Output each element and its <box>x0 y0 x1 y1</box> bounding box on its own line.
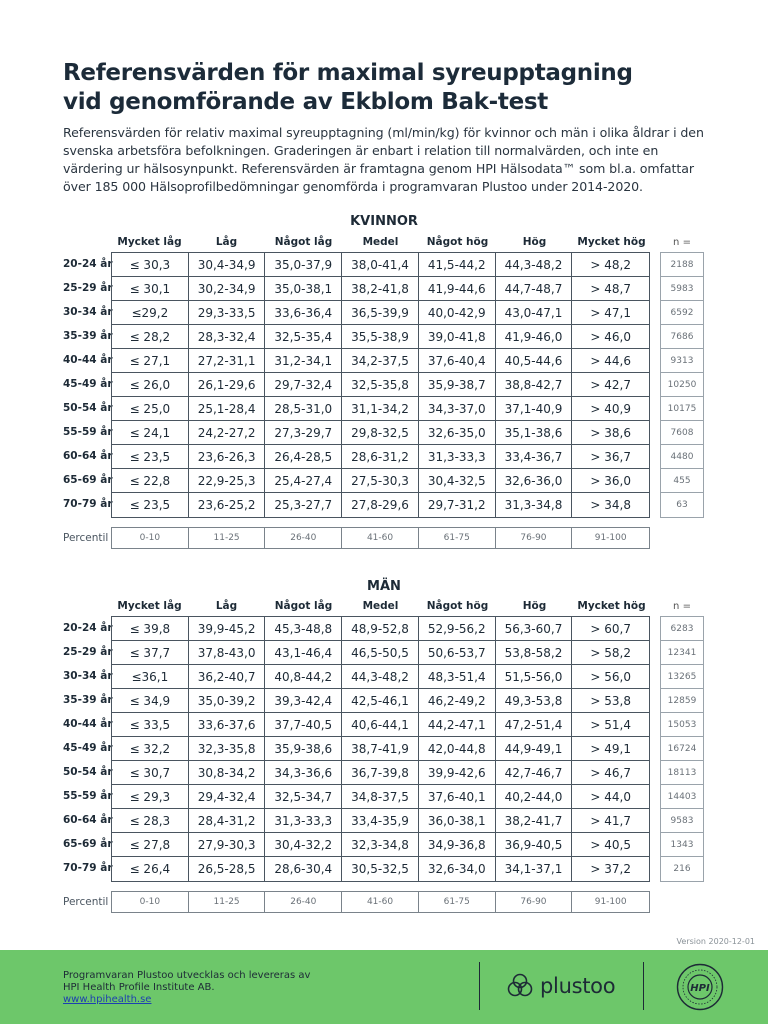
col-header-medel: Medel <box>362 236 399 248</box>
percentile-cell: 26-40 <box>265 892 342 912</box>
col-header-lag: Låg <box>215 236 238 248</box>
table-cell-mycket-h-g: > 41,7 <box>590 813 631 828</box>
percentile-cell: 91-100 <box>594 533 627 543</box>
n-count-cell: 455 <box>661 469 703 493</box>
age-label: 60-64 år <box>63 450 113 462</box>
table-cell-n-got-h-g: 34,3-37,0 <box>419 397 496 420</box>
table-cell-l-g: 30,2-34,9 <box>189 277 266 300</box>
percentile-cell: 76-90 <box>496 528 573 548</box>
table-cell-l-g: 24,2-27,2 <box>189 421 266 444</box>
table-cell-mycket-l-g: ≤ 26,4 <box>112 857 189 881</box>
table-cell-h-g: 35,1-38,6 <box>496 421 573 444</box>
table-cell-n-got-l-g: 37,7-40,5 <box>265 713 342 736</box>
table-row <box>112 617 649 641</box>
section-title-man: MÄN <box>367 579 401 594</box>
table-cell-n-got-l-g: 40,8-44,2 <box>265 665 342 688</box>
table-cell-n-got-l-g: 27,3-29,7 <box>265 421 342 444</box>
age-label: 35-39 år <box>63 330 113 342</box>
table-cell-mycket-l-g: ≤ 27,1 <box>112 349 189 372</box>
age-label: 20-24 år <box>63 258 113 270</box>
table-cell-n-got-l-g: 31,3-33,3 <box>265 809 342 832</box>
n-header: n = <box>673 601 691 612</box>
table-cell-l-g: 33,6-37,6 <box>189 713 266 736</box>
percentile-cell: 0-10 <box>112 892 189 912</box>
table-cell-mycket-h-g: > 37,2 <box>590 862 631 876</box>
table-cell-l-g: 29,4-32,4 <box>189 785 266 808</box>
table-row <box>112 857 649 881</box>
table-cell-mycket-h-g: > 46,0 <box>590 329 631 344</box>
percentile-cell: 91-100 <box>594 897 627 907</box>
table-cell-n-got-h-g: 37,6-40,4 <box>419 349 496 372</box>
page-title-line-1: Referensvärden för maximal syreupptagning <box>63 60 633 86</box>
table-cell-n-got-h-g: 32,6-34,0 <box>419 857 496 881</box>
table-row <box>112 833 649 857</box>
table-cell-h-g: 31,3-34,8 <box>496 493 573 517</box>
table-cell-l-g: 27,2-31,1 <box>189 349 266 372</box>
col-header-mycket-hog: Mycket hög <box>577 600 646 612</box>
footer-divider <box>479 962 480 1010</box>
age-label: 70-79 år <box>63 862 113 874</box>
table-row <box>112 641 649 665</box>
table-cell-medel: 34,2-37,5 <box>342 349 419 372</box>
percentile-cell: 61-75 <box>419 528 496 548</box>
table-cell-mycket-l-g: ≤ 28,3 <box>112 809 189 832</box>
table-cell-l-g: 37,8-43,0 <box>189 641 266 664</box>
table-cell-mycket-l-g: ≤29,2 <box>112 301 189 324</box>
age-label: 45-49 år <box>63 742 113 754</box>
table-cell-h-g: 40,5-44,6 <box>496 349 573 372</box>
table-cell-mycket-l-g: ≤ 30,7 <box>112 761 189 784</box>
plustoo-logo-icon <box>506 972 534 1000</box>
footer-line-1: Programvaran Plustoo utvecklas och levereras av <box>63 970 311 981</box>
table-cell-medel: 38,7-41,9 <box>342 737 419 760</box>
table-cell-n-got-h-g: 46,2-49,2 <box>419 689 496 712</box>
col-header-nagot-lag: Något låg <box>274 600 333 612</box>
page-title-line-2: vid genomförande av Ekblom Bak-test <box>63 89 548 115</box>
table-cell-medel: 27,8-29,6 <box>342 493 419 517</box>
n-count-cell: 6592 <box>661 301 703 325</box>
table-cell-mycket-h-g: > 46,7 <box>590 765 631 780</box>
percentile-row <box>111 891 650 913</box>
table-cell-n-got-l-g: 32,5-35,4 <box>265 325 342 348</box>
table-cell-l-g: 26,5-28,5 <box>189 857 266 881</box>
table-cell-l-g: 28,3-32,4 <box>189 325 266 348</box>
col-header-lag: Låg <box>215 600 238 612</box>
table-row <box>112 737 649 761</box>
n-count-cell: 1343 <box>661 833 703 857</box>
table-row <box>112 349 649 373</box>
percentile-cell: 11-25 <box>189 892 266 912</box>
age-label: 60-64 år <box>63 814 113 826</box>
n-count-cell: 13265 <box>661 665 703 689</box>
table-cell-n-got-l-g: 32,5-34,7 <box>265 785 342 808</box>
table-cell-h-g: 40,2-44,0 <box>496 785 573 808</box>
page-title <box>63 59 723 117</box>
n-count-cell: 216 <box>673 864 691 874</box>
table-cell-mycket-l-g: ≤36,1 <box>112 665 189 688</box>
table-cell-n-got-h-g: 52,9-56,2 <box>419 617 496 640</box>
percentile-cell: 76-90 <box>496 892 573 912</box>
table-cell-mycket-h-g: > 53,8 <box>590 693 631 708</box>
table-cell-h-g: 53,8-58,2 <box>496 641 573 664</box>
table-cell-mycket-h-g: > 40,9 <box>590 401 631 416</box>
table-cell-l-g: 29,3-33,5 <box>189 301 266 324</box>
table-cell-h-g: 32,6-36,0 <box>496 469 573 492</box>
age-label: 50-54 år <box>63 766 113 778</box>
table-row <box>112 445 649 469</box>
table-cell-mycket-l-g: ≤ 28,2 <box>112 325 189 348</box>
n-count-cell: 16724 <box>661 737 703 761</box>
table-cell-medel: 36,5-39,9 <box>342 301 419 324</box>
table-cell-medel: 38,0-41,4 <box>342 253 419 276</box>
age-label: 45-49 år <box>63 378 113 390</box>
table-cell-mycket-l-g: ≤ 22,8 <box>112 469 189 492</box>
footer-text <box>63 970 310 1006</box>
footer <box>0 950 768 1024</box>
table-cell-mycket-l-g: ≤ 29,3 <box>112 785 189 808</box>
percentile-cell: 0-10 <box>112 528 189 548</box>
table-cell-mycket-h-g: > 48,2 <box>590 257 631 272</box>
table-cell-mycket-l-g: ≤ 23,5 <box>112 493 189 517</box>
table-cell-n-got-h-g: 35,9-38,7 <box>419 373 496 396</box>
table-cell-n-got-l-g: 29,7-32,4 <box>265 373 342 396</box>
seal-text: HPI <box>690 983 710 994</box>
n-count-cell: 63 <box>676 500 688 510</box>
table-cell-mycket-h-g: > 44,0 <box>590 789 631 804</box>
table-cell-h-g: 43,0-47,1 <box>496 301 573 324</box>
table-cell-n-got-h-g: 41,9-44,6 <box>419 277 496 300</box>
table-cell-mycket-h-g: > 58,2 <box>590 645 631 660</box>
age-label: 40-44 år <box>63 354 113 366</box>
table-cell-medel: 32,3-34,8 <box>342 833 419 856</box>
n-count-cell: 14403 <box>661 785 703 809</box>
age-label: 30-34 år <box>63 306 113 318</box>
col-header-nagot-lag: Något låg <box>274 236 333 248</box>
table-cell-n-got-h-g: 30,4-32,5 <box>419 469 496 492</box>
plustoo-logo <box>506 972 615 1000</box>
n-count-cell: 12859 <box>661 689 703 713</box>
percentile-label: Percentil <box>63 896 109 908</box>
table-cell-h-g: 42,7-46,7 <box>496 761 573 784</box>
col-header-mycket-hog: Mycket hög <box>577 236 646 248</box>
table-cell-mycket-l-g: ≤ 30,1 <box>112 277 189 300</box>
table-cell-medel: 36,7-39,8 <box>342 761 419 784</box>
table-cell-n-got-l-g: 28,6-30,4 <box>265 857 342 881</box>
table-row <box>112 493 649 517</box>
n-count-cell: 9583 <box>661 809 703 833</box>
table-cell-medel: 30,5-32,5 <box>342 857 419 881</box>
table-cell-n-got-h-g: 50,6-53,7 <box>419 641 496 664</box>
table-cell-medel: 32,5-35,8 <box>342 373 419 396</box>
table-cell-h-g: 38,8-42,7 <box>496 373 573 396</box>
table-cell-mycket-h-g: > 36,0 <box>590 473 631 488</box>
table-cell-mycket-l-g: ≤ 33,5 <box>112 713 189 736</box>
table-cell-mycket-l-g: ≤ 30,3 <box>112 253 189 276</box>
percentile-cell: 41-60 <box>342 528 419 548</box>
table-cell-mycket-h-g: > 48,7 <box>590 281 631 296</box>
table-cell-n-got-l-g: 43,1-46,4 <box>265 641 342 664</box>
table-cell-l-g: 30,8-34,2 <box>189 761 266 784</box>
n-count-cell: 15053 <box>661 713 703 737</box>
table-cell-n-got-h-g: 40,0-42,9 <box>419 301 496 324</box>
table-cell-l-g: 32,3-35,8 <box>189 737 266 760</box>
n-count-column <box>660 616 704 882</box>
table-cell-h-g: 34,1-37,1 <box>496 857 573 881</box>
brand-name: plustoo <box>540 974 616 998</box>
table-cell-mycket-l-g: ≤ 34,9 <box>112 689 189 712</box>
n-count-cell: 6283 <box>661 617 703 641</box>
intro-paragraph: Referensvärden för relativ maximal syreupptagning (ml/min/kg) för kvinnor och män i olika åldrar i den svenska arbetsföra befolkningen. Graderingen är enbart i relation till normalvärden, och inte en värdering ur hälsosynpunkt. Referensvärden är framtagna genom HPI Hälsodata™ som bl.a. omfattar över 185 000 Hälsoprofilbedömningar genomförda i programvaran Plustoo under 2014-2020. <box>63 125 704 194</box>
age-label: 35-39 år <box>63 694 113 706</box>
table-row <box>112 325 649 349</box>
table-cell-medel: 35,5-38,9 <box>342 325 419 348</box>
percentile-cell: 11-25 <box>189 528 266 548</box>
table-cell-l-g: 22,9-25,3 <box>189 469 266 492</box>
table-cell-mycket-h-g: > 60,7 <box>590 621 631 636</box>
n-count-cell: 12341 <box>661 641 703 665</box>
n-header: n = <box>673 237 691 248</box>
age-label: 65-69 år <box>63 838 113 850</box>
table-cell-l-g: 26,1-29,6 <box>189 373 266 396</box>
table-cell-n-got-l-g: 25,3-27,7 <box>265 493 342 517</box>
table-cell-medel: 33,4-35,9 <box>342 809 419 832</box>
table-cell-n-got-h-g: 37,6-40,1 <box>419 785 496 808</box>
table-row <box>112 785 649 809</box>
reference-table-kvinnor <box>111 252 650 518</box>
reference-table-man <box>111 616 650 882</box>
table-cell-n-got-h-g: 31,3-33,3 <box>419 445 496 468</box>
footer-line-2: HPI Health Profile Institute AB. <box>63 982 215 993</box>
table-cell-n-got-l-g: 31,2-34,1 <box>265 349 342 372</box>
table-cell-l-g: 23,6-25,2 <box>189 493 266 517</box>
table-cell-l-g: 25,1-28,4 <box>189 397 266 420</box>
percentile-cell: 61-75 <box>419 892 496 912</box>
table-cell-n-got-l-g: 33,6-36,4 <box>265 301 342 324</box>
table-cell-medel: 29,8-32,5 <box>342 421 419 444</box>
table-cell-medel: 38,2-41,8 <box>342 277 419 300</box>
percentile-cell: 26-40 <box>265 528 342 548</box>
table-cell-medel: 27,5-30,3 <box>342 469 419 492</box>
table-row <box>112 253 649 277</box>
table-cell-n-got-h-g: 34,9-36,8 <box>419 833 496 856</box>
footer-divider <box>643 962 644 1010</box>
table-cell-h-g: 41,9-46,0 <box>496 325 573 348</box>
table-cell-medel: 28,6-31,2 <box>342 445 419 468</box>
table-cell-h-g: 38,2-41,7 <box>496 809 573 832</box>
table-cell-h-g: 44,9-49,1 <box>496 737 573 760</box>
col-header-hog: Hög <box>522 600 547 612</box>
table-cell-l-g: 27,9-30,3 <box>189 833 266 856</box>
age-label: 50-54 år <box>63 402 113 414</box>
age-label: 30-34 år <box>63 670 113 682</box>
col-header-hog: Hög <box>522 236 547 248</box>
age-label: 40-44 år <box>63 718 113 730</box>
table-cell-mycket-l-g: ≤ 23,5 <box>112 445 189 468</box>
col-header-mycket-lag: Mycket låg <box>117 236 182 248</box>
table-cell-mycket-h-g: > 44,6 <box>590 353 631 368</box>
table-cell-mycket-l-g: ≤ 24,1 <box>112 421 189 444</box>
table-cell-mycket-l-g: ≤ 37,7 <box>112 641 189 664</box>
table-cell-medel: 46,5-50,5 <box>342 641 419 664</box>
table-cell-l-g: 35,0-39,2 <box>189 689 266 712</box>
table-cell-n-got-l-g: 45,3-48,8 <box>265 617 342 640</box>
age-label: 25-29 år <box>63 646 113 658</box>
table-cell-h-g: 49,3-53,8 <box>496 689 573 712</box>
table-cell-n-got-h-g: 42,0-44,8 <box>419 737 496 760</box>
n-count-cell: 5983 <box>661 277 703 301</box>
table-row <box>112 421 649 445</box>
table-cell-mycket-l-g: ≤ 26,0 <box>112 373 189 396</box>
percentile-cell: 41-60 <box>342 892 419 912</box>
table-row <box>112 665 649 689</box>
table-cell-n-got-h-g: 29,7-31,2 <box>419 493 496 517</box>
table-row <box>112 713 649 737</box>
table-cell-n-got-l-g: 34,3-36,6 <box>265 761 342 784</box>
table-cell-h-g: 47,2-51,4 <box>496 713 573 736</box>
table-cell-medel: 34,8-37,5 <box>342 785 419 808</box>
footer-link[interactable]: www.hpihealth.se <box>63 994 152 1005</box>
percentile-row <box>111 527 650 549</box>
table-row <box>112 373 649 397</box>
table-cell-n-got-l-g: 39,3-42,4 <box>265 689 342 712</box>
age-label: 70-79 år <box>63 498 113 510</box>
age-label: 55-59 år <box>63 426 113 438</box>
age-label: 55-59 år <box>63 790 113 802</box>
table-cell-mycket-h-g: > 47,1 <box>590 305 631 320</box>
table-cell-n-got-l-g: 28,5-31,0 <box>265 397 342 420</box>
table-cell-mycket-h-g: > 51,4 <box>590 717 631 732</box>
age-label: 20-24 år <box>63 622 113 634</box>
table-cell-h-g: 44,7-48,7 <box>496 277 573 300</box>
table-cell-n-got-l-g: 30,4-32,2 <box>265 833 342 856</box>
table-cell-mycket-l-g: ≤ 32,2 <box>112 737 189 760</box>
table-cell-mycket-l-g: ≤ 39,8 <box>112 617 189 640</box>
table-cell-h-g: 44,3-48,2 <box>496 253 573 276</box>
table-cell-l-g: 28,4-31,2 <box>189 809 266 832</box>
table-cell-medel: 31,1-34,2 <box>342 397 419 420</box>
table-cell-mycket-h-g: > 34,8 <box>590 498 631 512</box>
n-count-cell: 18113 <box>661 761 703 785</box>
n-count-cell: 10250 <box>661 373 703 397</box>
table-cell-medel: 44,3-48,2 <box>342 665 419 688</box>
table-cell-mycket-h-g: > 56,0 <box>590 669 631 684</box>
table-cell-n-got-h-g: 32,6-35,0 <box>419 421 496 444</box>
table-row <box>112 689 649 713</box>
table-cell-l-g: 30,4-34,9 <box>189 253 266 276</box>
table-cell-mycket-l-g: ≤ 25,0 <box>112 397 189 420</box>
percentile-label: Percentil <box>63 532 109 544</box>
version-label: Version 2020-12-01 <box>676 937 755 946</box>
table-cell-n-got-h-g: 36,0-38,1 <box>419 809 496 832</box>
col-header-mycket-lag: Mycket låg <box>117 600 182 612</box>
table-cell-mycket-h-g: > 49,1 <box>590 741 631 756</box>
table-cell-n-got-l-g: 35,9-38,6 <box>265 737 342 760</box>
table-cell-medel: 42,5-46,1 <box>342 689 419 712</box>
table-cell-mycket-h-g: > 38,6 <box>590 425 631 440</box>
table-cell-h-g: 36,9-40,5 <box>496 833 573 856</box>
col-header-nagot-hog: Något hög <box>426 600 489 612</box>
table-row <box>112 809 649 833</box>
n-count-column <box>660 252 704 518</box>
table-cell-n-got-h-g: 41,5-44,2 <box>419 253 496 276</box>
table-cell-n-got-h-g: 39,0-41,8 <box>419 325 496 348</box>
table-cell-n-got-h-g: 39,9-42,6 <box>419 761 496 784</box>
table-cell-l-g: 39,9-45,2 <box>189 617 266 640</box>
n-count-cell: 2188 <box>661 253 703 277</box>
table-cell-l-g: 36,2-40,7 <box>189 665 266 688</box>
table-cell-h-g: 37,1-40,9 <box>496 397 573 420</box>
col-header-medel: Medel <box>362 600 399 612</box>
table-row <box>112 761 649 785</box>
table-cell-mycket-h-g: > 42,7 <box>590 377 631 392</box>
table-row <box>112 469 649 493</box>
n-count-cell: 7608 <box>661 421 703 445</box>
n-count-cell: 4480 <box>661 445 703 469</box>
section-title-kvinnor: KVINNOR <box>350 214 418 229</box>
table-row <box>112 301 649 325</box>
col-header-nagot-hog: Något hög <box>426 236 489 248</box>
table-cell-n-got-l-g: 35,0-38,1 <box>265 277 342 300</box>
table-cell-n-got-l-g: 26,4-28,5 <box>265 445 342 468</box>
table-cell-h-g: 33,4-36,7 <box>496 445 573 468</box>
table-cell-medel: 40,6-44,1 <box>342 713 419 736</box>
hpi-seal-icon <box>676 963 724 1011</box>
table-row <box>112 277 649 301</box>
table-cell-mycket-l-g: ≤ 27,8 <box>112 833 189 856</box>
table-cell-mycket-h-g: > 36,7 <box>590 449 631 464</box>
table-cell-h-g: 56,3-60,7 <box>496 617 573 640</box>
age-label: 65-69 år <box>63 474 113 486</box>
table-cell-n-got-h-g: 48,3-51,4 <box>419 665 496 688</box>
table-cell-n-got-l-g: 35,0-37,9 <box>265 253 342 276</box>
table-cell-n-got-h-g: 44,2-47,1 <box>419 713 496 736</box>
age-label: 25-29 år <box>63 282 113 294</box>
table-cell-n-got-l-g: 25,4-27,4 <box>265 469 342 492</box>
table-cell-l-g: 23,6-26,3 <box>189 445 266 468</box>
table-cell-medel: 48,9-52,8 <box>342 617 419 640</box>
table-row <box>112 397 649 421</box>
n-count-cell: 10175 <box>661 397 703 421</box>
table-cell-mycket-h-g: > 40,5 <box>590 837 631 852</box>
n-count-cell: 9313 <box>661 349 703 373</box>
n-count-cell: 7686 <box>661 325 703 349</box>
table-cell-h-g: 51,5-56,0 <box>496 665 573 688</box>
